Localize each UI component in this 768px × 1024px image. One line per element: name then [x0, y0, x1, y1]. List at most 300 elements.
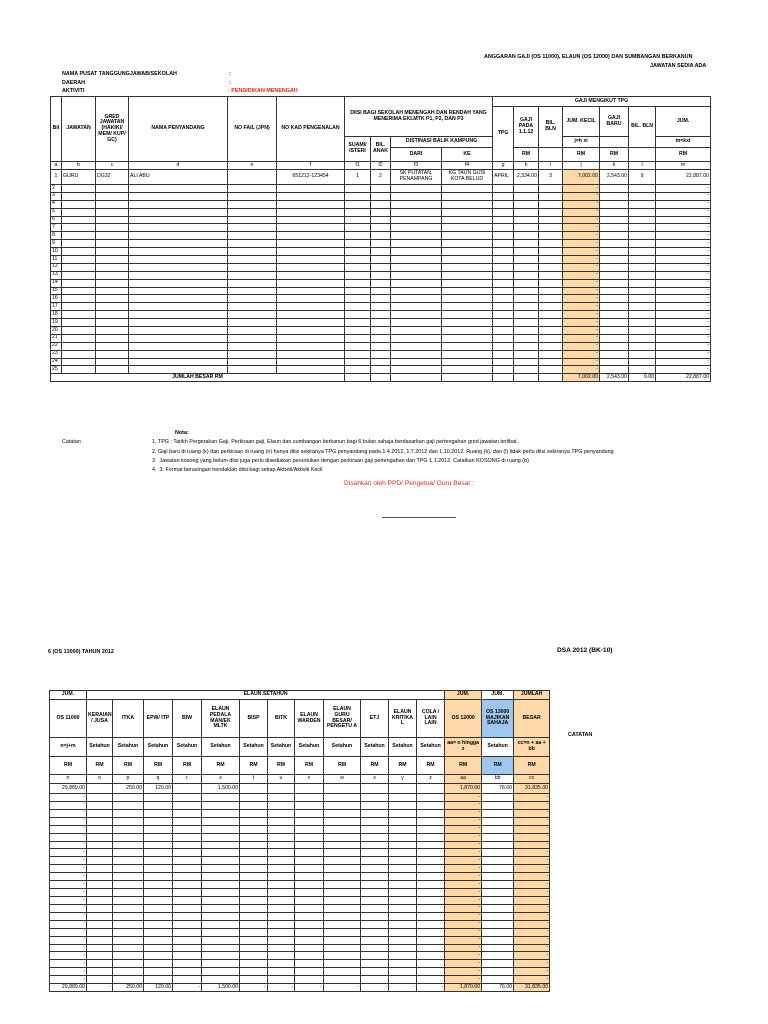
table-cell [389, 976, 417, 984]
table-cell [361, 960, 389, 968]
table-cell [129, 256, 228, 264]
table-cell [442, 263, 493, 271]
p2-row1-14: 76.00 [482, 784, 514, 794]
p2-row1-0: 29,889.00 [50, 784, 87, 794]
table-cell [96, 240, 129, 248]
table-cell [202, 794, 240, 802]
table-cell [173, 960, 202, 968]
letter-m: m [656, 162, 711, 170]
table-cell [361, 928, 389, 936]
table-cell [240, 857, 268, 865]
table-cell [600, 200, 629, 208]
table-cell [324, 881, 361, 889]
hdr-jum: JUM. [656, 107, 711, 137]
table-cell [277, 271, 345, 279]
table-cell [113, 865, 144, 873]
table-cell [391, 295, 442, 303]
table-cell [514, 224, 539, 232]
hdr-jum-kecil: JUM. KECIL [563, 107, 600, 137]
table-cell [113, 976, 144, 984]
os12000-cell: - [445, 794, 482, 802]
table-cell [371, 232, 391, 240]
table-cell [62, 279, 96, 287]
row-number: 8 [51, 232, 62, 240]
table-cell [295, 889, 324, 897]
p2-row1-1 [87, 784, 113, 794]
table-cell [129, 271, 228, 279]
p2-formula-10: Setahun [361, 738, 389, 757]
table-cell [129, 192, 228, 200]
table-cell [514, 287, 539, 295]
table-cell [62, 248, 96, 256]
info-value-aktiviti: : PENDIDIKAN MENENGAH [228, 88, 298, 94]
table-cell [96, 263, 129, 271]
table-row [50, 841, 550, 849]
os12000-cell: - [445, 904, 482, 912]
table-cell [129, 287, 228, 295]
table-cell [345, 216, 371, 224]
table-cell [629, 192, 656, 200]
p2-rm-12: RM [417, 757, 445, 775]
table-cell [129, 295, 228, 303]
table-cell [482, 873, 514, 881]
table-cell [391, 358, 442, 366]
os12000-cell: - [445, 889, 482, 897]
table-cell [539, 311, 563, 319]
table-cell [345, 342, 371, 350]
jum-cell: - [656, 303, 711, 311]
table-cell [129, 279, 228, 287]
table-cell [389, 944, 417, 952]
table-row [51, 327, 711, 335]
table-row [51, 295, 711, 303]
table-cell [240, 889, 268, 897]
table-cell [295, 857, 324, 865]
os11000-cell: - [50, 896, 87, 904]
besar-cell: - [514, 976, 550, 984]
besar-cell: - [514, 936, 550, 944]
jum-kecil-cell: - [563, 358, 600, 366]
jum-cell: - [656, 263, 711, 271]
table-cell [442, 295, 493, 303]
os12000-cell: - [445, 801, 482, 809]
table-cell [113, 904, 144, 912]
table-cell [277, 279, 345, 287]
table-cell [129, 342, 228, 350]
table-row [51, 263, 711, 271]
jum-kecil-cell: - [563, 208, 600, 216]
besar-cell: - [514, 912, 550, 920]
row-number: 22 [51, 342, 62, 350]
table-cell [129, 319, 228, 327]
table-cell [361, 936, 389, 944]
table-cell [324, 794, 361, 802]
table-cell [493, 350, 514, 358]
p2-col-10: ETJ [361, 700, 389, 738]
table-cell [144, 936, 173, 944]
table-cell [62, 224, 96, 232]
table-row [51, 358, 711, 366]
table-cell [345, 327, 371, 335]
table-cell [144, 873, 173, 881]
jum-cell: - [656, 248, 711, 256]
p2-col-6: BISP [240, 700, 268, 738]
table-row [51, 232, 711, 240]
note-4-text: 3. Format berasingan hendaklah diisi bagi setiap Aktiviti/Aktiviti Kecil [159, 467, 323, 473]
table-cell [371, 350, 391, 358]
table-cell [144, 912, 173, 920]
table-cell [442, 327, 493, 335]
table-cell [295, 920, 324, 928]
row1-gred: DG32 [96, 170, 129, 185]
table-cell [268, 881, 295, 889]
hdr-nofail: NO FAIL (JPN) [228, 97, 277, 162]
p2-rm-0: RM [50, 757, 87, 775]
table-cell [62, 271, 96, 279]
table-cell [295, 825, 324, 833]
table-cell [129, 358, 228, 366]
table-cell [277, 295, 345, 303]
table-cell [539, 185, 563, 193]
table-cell [277, 358, 345, 366]
besar-cell: - [514, 873, 550, 881]
table-cell [129, 303, 228, 311]
table-cell [173, 841, 202, 849]
p2-col-12: COLA / LAIN LAIN [417, 700, 445, 738]
table-cell [144, 865, 173, 873]
row1-bln: 3 [539, 170, 563, 185]
p2-hdr-jum2: JUM. [445, 691, 482, 700]
table-cell [389, 801, 417, 809]
table-cell [87, 968, 113, 976]
table-row [51, 208, 711, 216]
p2-formula-1: Setahun [87, 738, 113, 757]
table-cell [514, 232, 539, 240]
table-cell [539, 200, 563, 208]
table-cell [202, 960, 240, 968]
jum-kecil-cell: - [563, 342, 600, 350]
table-cell [514, 208, 539, 216]
table-cell [371, 208, 391, 216]
row-number: 16 [51, 295, 62, 303]
table-cell [202, 857, 240, 865]
table-cell [389, 873, 417, 881]
table-cell [391, 271, 442, 279]
table-cell [493, 279, 514, 287]
info-label-daerah: DAERAH [62, 80, 86, 86]
table-cell [96, 200, 129, 208]
os12000-cell: - [445, 881, 482, 889]
table-cell [324, 928, 361, 936]
table-cell [62, 287, 96, 295]
table-cell [268, 920, 295, 928]
table-cell [144, 904, 173, 912]
p2-col-2: ITKA [113, 700, 144, 738]
row-number: 7 [51, 224, 62, 232]
table-cell [268, 928, 295, 936]
row1-jawatan: GURU [62, 170, 96, 185]
os11000-cell: - [50, 817, 87, 825]
table-cell [228, 271, 277, 279]
table-cell [391, 216, 442, 224]
table-row [50, 896, 550, 904]
table-cell [345, 350, 371, 358]
note-2: 2. Gaji baru di ruang (k) dan perkiraan di ruang (n) hanya diisi sekiranya TPG penyandang pada 1.4.2012, 1.7.2012 dan 1.10.2012. Ruang (k), dan (l) tidak perlu diisi sekiranya TPG penyandang [152, 449, 614, 455]
table-cell [345, 200, 371, 208]
table-row [51, 216, 711, 224]
table-cell [600, 327, 629, 335]
p2-row1-9 [324, 784, 361, 794]
letter-l: l [629, 162, 656, 170]
table-cell [113, 968, 144, 976]
table-cell [600, 256, 629, 264]
os11000-cell: - [50, 841, 87, 849]
table-cell [173, 936, 202, 944]
table-cell [417, 865, 445, 873]
table-cell [228, 208, 277, 216]
table-cell [295, 904, 324, 912]
table-cell [417, 896, 445, 904]
jum-kecil-cell: - [563, 200, 600, 208]
p2-formula-2: Setahun [113, 738, 144, 757]
table-cell [202, 952, 240, 960]
table-cell [240, 841, 268, 849]
table-cell [113, 936, 144, 944]
os12000-cell: - [445, 841, 482, 849]
table-cell [228, 232, 277, 240]
p2-hdr-elaun-setahun: ELAUN SETAHUN [87, 691, 445, 700]
table-cell [96, 248, 129, 256]
table-cell [173, 794, 202, 802]
table-cell [62, 263, 96, 271]
p2-total-13: 1,870.00 [445, 984, 482, 992]
table-cell [295, 976, 324, 984]
hdr-dari: DARI [391, 148, 442, 162]
table-row [50, 928, 550, 936]
p2-formula-0: n=j+m [50, 738, 87, 757]
table-row [51, 224, 711, 232]
table-row [51, 319, 711, 327]
p2-letter-11: y [389, 775, 417, 784]
table-cell [514, 256, 539, 264]
table-cell [87, 794, 113, 802]
table-cell [324, 952, 361, 960]
p2-formula-9: Setahun [324, 738, 361, 757]
letter-c: c [96, 162, 129, 170]
table-cell [417, 912, 445, 920]
note-1: 1. TPG : Tarikh Pergerakan Gaji, Perkiraan gaji, Elaun dan sumbangan berkanun bagi 6 bulan sahaja berdasarkan gaji pertengahan gred jawatan terlibat. [152, 439, 518, 445]
table-cell [324, 976, 361, 984]
hdr-bil-anak: BIL. ANAK [371, 137, 391, 162]
table-cell [62, 185, 96, 193]
p2-letter-4: r [173, 775, 202, 784]
table-cell [173, 873, 202, 881]
table-cell [493, 263, 514, 271]
table-cell [417, 841, 445, 849]
p2-col-9: ELAUN GURU BESAR/ PENGETU A [324, 700, 361, 738]
table-cell [129, 334, 228, 342]
table-cell [442, 303, 493, 311]
table-row [50, 825, 550, 833]
table-cell [345, 366, 371, 374]
table-cell [268, 960, 295, 968]
table-cell [324, 817, 361, 825]
table-row [50, 873, 550, 881]
table-cell [391, 287, 442, 295]
table-cell [539, 279, 563, 287]
row-number: 20 [51, 327, 62, 335]
table-cell [514, 185, 539, 193]
table-cell [87, 976, 113, 984]
p2-row1-2: 250.00 [113, 784, 144, 794]
os12000-cell: - [445, 849, 482, 857]
signature-label: Disahkan oleh PPD/ Pengetua/ Guru Besar : [344, 480, 475, 487]
table-cell [493, 216, 514, 224]
table-row [51, 185, 711, 193]
p2-letter-1: o [87, 775, 113, 784]
table-cell [389, 920, 417, 928]
p2-total-6: - [240, 984, 268, 992]
table-cell [173, 968, 202, 976]
table-cell [345, 279, 371, 287]
p2-total-12: - [417, 984, 445, 992]
jum-kecil-cell: - [563, 263, 600, 271]
table-cell [228, 358, 277, 366]
table-cell [371, 311, 391, 319]
jum-cell: - [656, 287, 711, 295]
allowance-table [49, 690, 550, 992]
table-cell [482, 794, 514, 802]
table-row [50, 809, 550, 817]
table-cell [240, 809, 268, 817]
p2-letter-0: n [50, 775, 87, 784]
table-cell [482, 865, 514, 873]
table-cell [113, 849, 144, 857]
table-cell [113, 944, 144, 952]
hdr-bil-bln2: BIL. BLN [629, 107, 656, 148]
table-cell [417, 857, 445, 865]
jum-kecil-cell: - [563, 256, 600, 264]
table-cell [96, 185, 129, 193]
table-cell [324, 968, 361, 976]
info-colon-daerah: : [229, 80, 231, 86]
table-cell [629, 342, 656, 350]
table-cell [482, 952, 514, 960]
table-row [50, 801, 550, 809]
table-cell [539, 334, 563, 342]
table-cell [129, 232, 228, 240]
table-cell [442, 240, 493, 248]
table-cell [371, 224, 391, 232]
table-cell [240, 920, 268, 928]
table-cell [493, 232, 514, 240]
p2-formula-14: Setahun [482, 738, 514, 757]
table-cell [268, 896, 295, 904]
table-cell [129, 224, 228, 232]
table-cell [391, 279, 442, 287]
table-cell [482, 944, 514, 952]
p2-total-11: - [389, 984, 417, 992]
table-cell [417, 833, 445, 841]
table-cell [629, 263, 656, 271]
table-cell [268, 833, 295, 841]
p2-col-8: ELAUN WARDEN [295, 700, 324, 738]
table-cell [600, 232, 629, 240]
table-cell [629, 232, 656, 240]
table-cell [361, 817, 389, 825]
table-cell [129, 208, 228, 216]
table-cell [493, 256, 514, 264]
table-cell [391, 240, 442, 248]
jum-cell: - [656, 327, 711, 335]
note-3 [152, 458, 529, 464]
os12000-cell: - [445, 865, 482, 873]
table-cell [324, 801, 361, 809]
jum-kecil-cell: - [563, 311, 600, 319]
table-cell [361, 976, 389, 984]
besar-cell: - [514, 960, 550, 968]
p2-col-4: BIW [173, 700, 202, 738]
table-cell [324, 889, 361, 897]
p2-formula-7: Setahun [268, 738, 295, 757]
p2-col-1: KERAIAN / JUSA [87, 700, 113, 738]
table-cell [113, 857, 144, 865]
table-cell [345, 319, 371, 327]
table-cell [629, 208, 656, 216]
table-cell [295, 952, 324, 960]
table-cell [417, 889, 445, 897]
table-cell [539, 366, 563, 374]
table-cell [539, 224, 563, 232]
table-cell [389, 881, 417, 889]
besar-cell: - [514, 833, 550, 841]
table-cell [268, 809, 295, 817]
p2-total-5: 1,500.00 [202, 984, 240, 992]
table-cell [345, 358, 371, 366]
table-cell [389, 936, 417, 944]
table-cell [539, 319, 563, 327]
os12000-cell: - [445, 920, 482, 928]
table-cell [371, 366, 391, 374]
table-cell [442, 216, 493, 224]
table-cell [539, 287, 563, 295]
table-cell [345, 232, 371, 240]
table-cell [371, 342, 391, 350]
table-cell [240, 912, 268, 920]
table-cell [482, 801, 514, 809]
table-cell [442, 350, 493, 358]
table-cell [295, 794, 324, 802]
table-row [50, 904, 550, 912]
table-cell [96, 358, 129, 366]
table-cell [361, 904, 389, 912]
table-cell [240, 817, 268, 825]
table-cell [202, 849, 240, 857]
table-cell [514, 216, 539, 224]
table-row [50, 968, 550, 976]
table-cell [113, 794, 144, 802]
table-cell [361, 889, 389, 897]
p2-row1-6 [240, 784, 268, 794]
table-cell [87, 928, 113, 936]
table-cell [240, 896, 268, 904]
table-cell [144, 976, 173, 984]
table-cell [600, 248, 629, 256]
hdr-rm-j: RM [563, 148, 600, 162]
table-cell [277, 256, 345, 264]
table-cell [295, 881, 324, 889]
table-cell [129, 263, 228, 271]
